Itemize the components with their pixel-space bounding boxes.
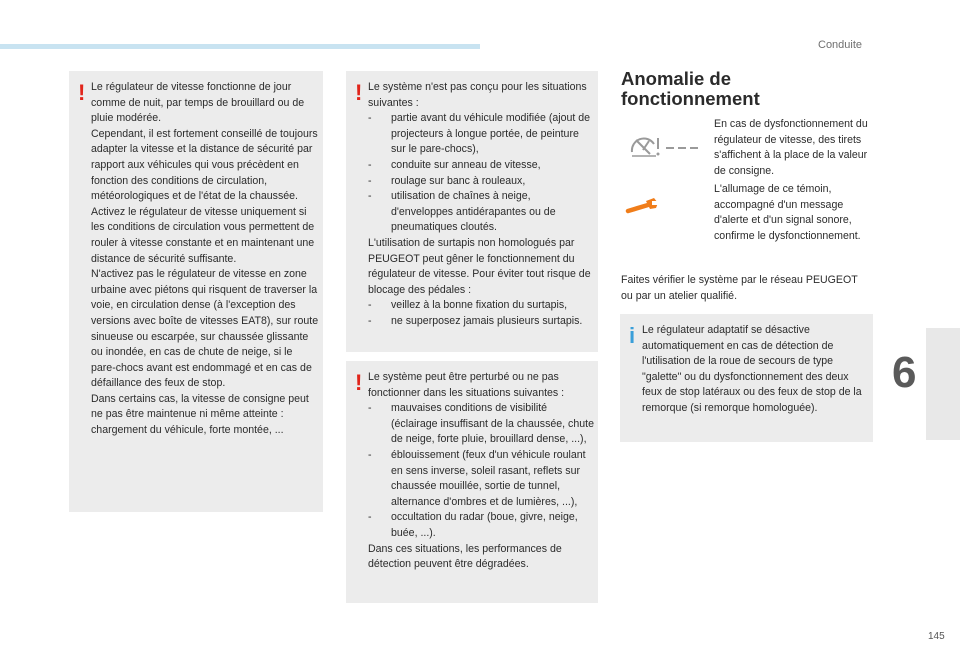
paragraph: Le système n'est pas conçu pour les situations suivantes :: [368, 81, 587, 109]
list-item: - ne superposez jamais plusieurs surtapis.: [368, 314, 594, 330]
list-item: - utilisation de chaînes à neige, d'enveloppes antidérapantes ou de pneumatiques cloutés.: [368, 189, 594, 236]
warning-box-text: [368, 80, 594, 330]
warning-exclamation-icon: !: [355, 370, 363, 395]
warning-box-limitations: [346, 71, 598, 352]
cruise-control-fault-icon: [628, 132, 704, 164]
paragraph-warning-light: L'allumage de ce témoin, accompagné d'un message d'alerte et d'un signal sonore, confirme le dysfonctionnement.: [714, 183, 861, 242]
bullet-list: [368, 401, 594, 541]
paragraph: N'activez pas le régulateur de vitesse en zone urbaine avec piétons qui risquent de traverser la voie, en circulation dense (à l'exception des versions avec boîte de vitesses EAT8), sur route sinueuse ou escarpée, sur chaussée glissante ou inondée, en cas de chute de neige, si le pare-chocs avant est endommagé et en cas de défaillance des feux de stop.: [91, 268, 319, 390]
paragraph: Dans certains cas, la vitesse de consigne peut ne pas être maintenue ni même atteinte : chargement du véhicule, forte montée, ...: [91, 392, 309, 437]
chapter-number: 6: [892, 348, 917, 397]
chapter-tab: [926, 328, 960, 440]
header-accent-bar: [0, 44, 480, 49]
heading-line: Anomalie de: [621, 68, 731, 89]
bullet-list: [368, 111, 594, 236]
warning-box-text: [368, 370, 594, 573]
info-box-text: [642, 323, 869, 417]
list-item: - partie avant du véhicule modifiée (ajout de projecteurs à longue portée, de peinture sur le pare-chocs),: [368, 111, 594, 158]
info-box-adaptive: [620, 314, 873, 442]
info-icon: i: [629, 323, 636, 348]
warning-box-text: [91, 80, 319, 439]
paragraph: Activez le régulateur de vitesse uniquement si les conditions de circulation vous permettent de rouler à vitesse constante et en maintenant une distance de sécurité suffisante.: [91, 205, 315, 265]
warning-exclamation-icon: !: [78, 80, 86, 105]
list-item: - veillez à la bonne fixation du surtapis,: [368, 298, 594, 314]
paragraph-service: Faites vérifier le système par le réseau PEUGEOT ou par un atelier qualifié.: [621, 274, 858, 302]
paragraph: Le régulateur adaptatif se désactive automatiquement en cas de détection de l'utilisation de la roue de secours de type "galette" ou du dysfonctionnement des deux feux de stop latéraux ou des feux de stop de la remorque (si remorque homologuée).: [642, 324, 862, 414]
list-item: - conduite sur anneau de vitesse,: [368, 158, 594, 174]
wrench-warning-icon: [624, 193, 662, 219]
paragraph: Dans ces situations, les performances de détection peuvent être dégradées.: [368, 542, 562, 571]
paragraph-fault-display: En cas de dysfonctionnement du régulateur de vitesse, des tirets s'affichent à la place de la valeur de consigne.: [714, 118, 868, 177]
paragraph: Le système peut être perturbé ou ne pas fonctionner dans les situations suivantes :: [368, 371, 565, 399]
section-title: Conduite: [818, 39, 863, 51]
paragraph: Le régulateur de vitesse fonctionne de jour comme de nuit, par temps de brouillard ou de pluie modérée.: [91, 81, 305, 125]
warning-exclamation-icon: !: [355, 80, 363, 105]
bullet-list: [368, 298, 594, 329]
paragraph: Cependant, il est fortement conseillé de toujours adapter la vitesse et la distance de sécurité par rapport aux véhicules qui vous précèdent en fonction des conditions de circulation, météorologiques et de l'état de la chaussée.: [91, 127, 318, 203]
warning-box-usage: [69, 71, 323, 512]
heading-line: fonctionnement: [621, 88, 760, 109]
list-item: - éblouissement (feux d'un véhicule roulant en sens inverse, soleil rasant, reflets sur chaussée mouillée, sortie de tunnel, alternance d'ombres et de lumières, ...),: [368, 448, 594, 510]
section-heading: [621, 69, 760, 109]
warning-box-disturbances: [346, 361, 598, 603]
list-item: - mauvaises conditions de visibilité (éclairage insuffisant de la chaussée, chute de neige, forte pluie, brouillard dense, ...),: [368, 401, 594, 448]
list-item: - occultation du radar (boue, givre, neige, buée, ...).: [368, 510, 594, 541]
list-item: - roulage sur banc à rouleaux,: [368, 174, 594, 190]
paragraph: L'utilisation de surtapis non homologués par PEUGEOT peut gêner le fonctionnement du régulateur de vitesse. Pour éviter tout risque de blocage des pédales :: [368, 236, 591, 296]
page-number: 145: [928, 631, 945, 642]
